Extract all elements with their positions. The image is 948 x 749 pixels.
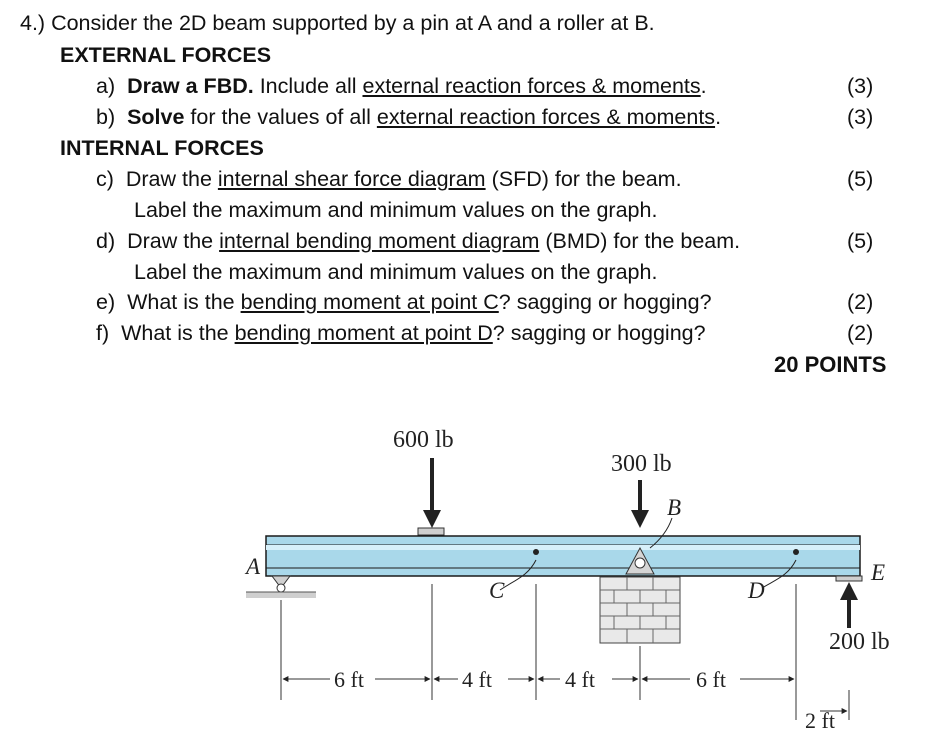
internal-forces-heading: INTERNAL FORCES (60, 136, 264, 160)
label-e: E (871, 560, 886, 585)
item-d: d) Draw the internal bending moment diagram (BMD) for the beam. (96, 229, 741, 253)
external-forces-heading: EXTERNAL FORCES (60, 43, 272, 67)
dim-6ft-2: 6 ft (696, 667, 726, 692)
point-c-marker (533, 549, 539, 555)
dim-4ft-1: 4 ft (462, 667, 492, 692)
item-a: a) Draw a FBD. Include all external reaction forces & moments. (96, 74, 707, 98)
item-e: e) What is the bending moment at point C? sagging or hogging? (96, 290, 712, 314)
item-d-points: (5) (847, 229, 874, 253)
load-arrow-600 (418, 458, 444, 535)
item-b: b) Solve for the values of all external reaction forces & moments. (96, 105, 722, 129)
dim-6ft-1: 6 ft (334, 667, 364, 692)
label-d: D (748, 578, 765, 603)
item-b-points: (3) (847, 105, 874, 129)
label-c: C (489, 578, 505, 603)
item-c-points: (5) (847, 167, 874, 191)
load-600-label: 600 lb (393, 427, 454, 453)
label-b: B (667, 495, 682, 520)
item-d-continuation: Label the maximum and minimum values on the graph. (134, 260, 658, 284)
load-300-label: 300 lb (611, 451, 672, 477)
total-points: 20 POINTS (774, 352, 887, 377)
item-a-points: (3) (847, 74, 874, 98)
item-c-continuation: Label the maximum and minimum values on the graph. (134, 198, 658, 222)
point-d-marker (793, 549, 799, 555)
load-arrow-200 (836, 576, 862, 628)
dim-4ft-2: 4 ft (565, 667, 595, 692)
item-f: f) What is the bending moment at point D? sagging or hogging? (96, 321, 706, 345)
item-c: c) Draw the internal shear force diagram (SFD) for the beam. (96, 167, 682, 191)
item-e-points: (2) (847, 290, 874, 314)
item-f-points: (2) (847, 321, 874, 345)
dimension-extension-lines (281, 584, 849, 720)
load-200-label: 200 lb (829, 629, 890, 655)
label-a: A (246, 554, 261, 579)
beam (266, 536, 860, 576)
load-arrow-300 (631, 480, 649, 528)
pin-support-a (246, 576, 316, 598)
problem-header: 4.) Consider the 2D beam supported by a pin at A and a roller at B. (20, 11, 655, 35)
dim-2ft: 2 ft (805, 708, 835, 733)
